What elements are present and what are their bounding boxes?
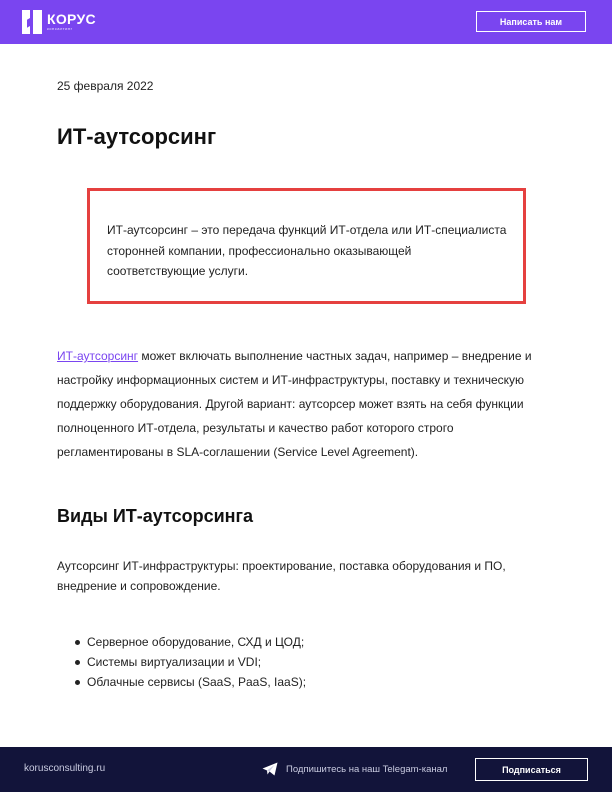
intro-text: может включать выполнение частных задач, например – внедрение и настройку информационных систем и ИТ-инфраструктуры, поставку и техническую поддержку оборудования. Другой вариант: аутсорсер может взять на себя функции полноценного ИТ-отдела, результаты и качество работ которого строго регламентированы в SLA-соглашении (Service Level Agreement). [57,349,532,459]
intro-paragraph [57,344,557,464]
footer [0,747,612,792]
logo-subtitle: консалтинг [47,26,73,31]
definition-callout [87,188,526,304]
page-title: ИТ-аутсорсинг [57,124,217,149]
logo-name: КОРУС [47,11,96,27]
list-item: Серверное оборудование, СХД и ЦОД; [71,632,306,652]
logo-text [47,12,96,32]
korus-logo-icon [22,10,42,34]
korus-logo[interactable] [22,10,96,34]
publish-date: 25 февраля 2022 [57,79,154,93]
list-item: Облачные сервисы (SaaS, PaaS, IaaS); [71,672,306,692]
section-title: Виды ИТ-аутсорсинга [57,506,254,526]
subscribe-button[interactable]: Подписаться [475,758,588,781]
contact-us-button[interactable]: Написать нам [476,11,586,32]
it-outsourcing-link[interactable]: ИТ-аутсорсинг [57,349,139,363]
site-link[interactable]: korusconsulting.ru [24,763,106,774]
definition-text: ИТ-аутсорсинг – это передача функций ИТ-отдела или ИТ-специалиста сторонней компании, профессионально оказывающей соответствующие услуги. [107,223,507,278]
services-list [71,632,306,692]
telegram-icon[interactable] [262,762,278,776]
top-header [0,0,612,44]
section-paragraph: Аутсорсинг ИТ-инфраструктуры: проектирование, поставка оборудования и ПО, внедрение и сопровождение. [57,559,506,593]
list-item: Системы виртуализации и VDI; [71,652,306,672]
telegram-cta-text[interactable]: Подпишитесь на наш Telegam-канал [286,764,448,775]
